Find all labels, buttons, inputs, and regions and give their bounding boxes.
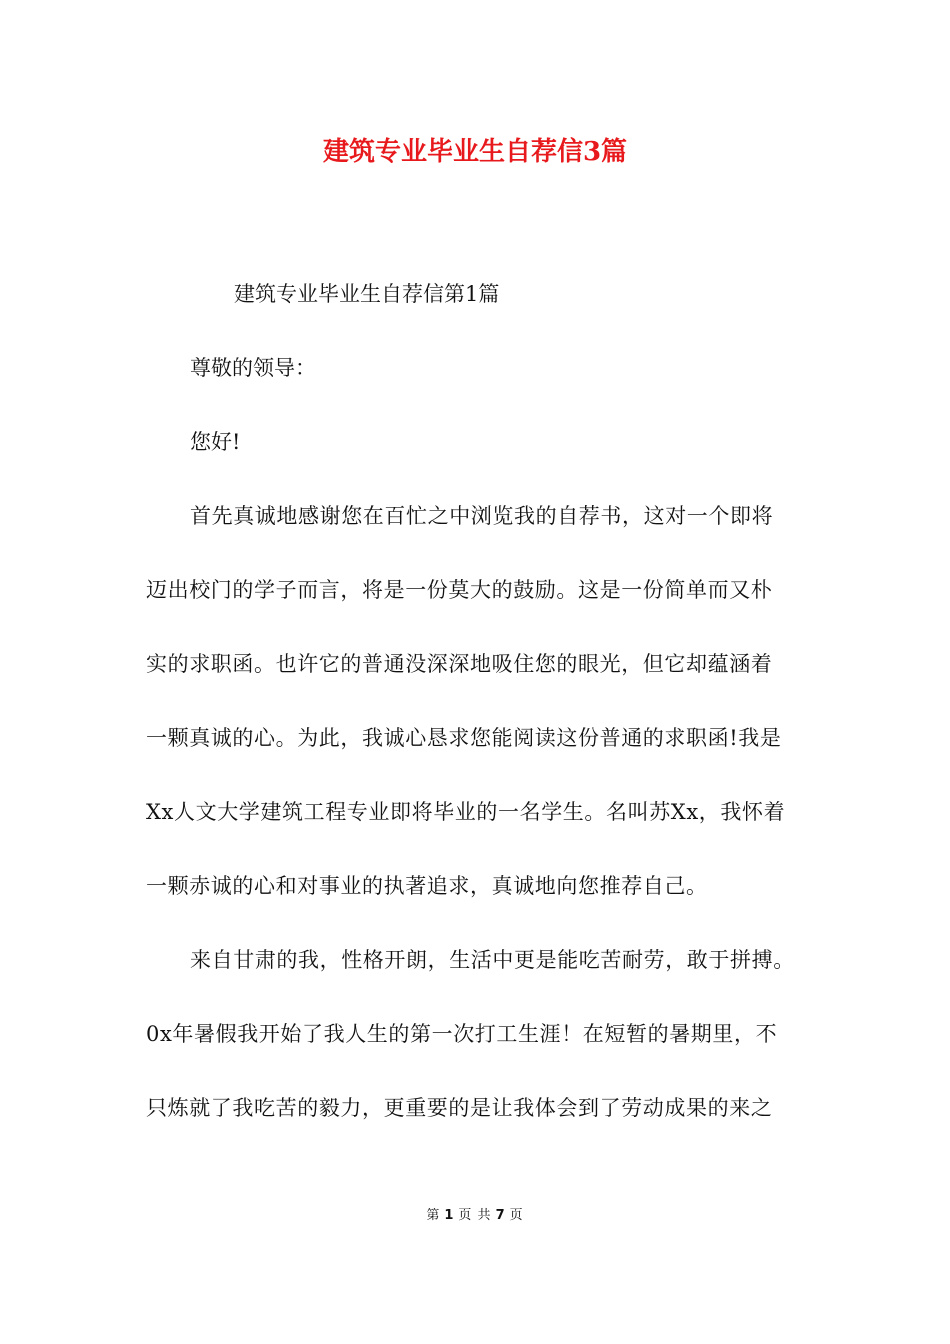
page-footer <box>0 1206 950 1226</box>
body-line-1: 首先真诚地感谢您在百忙之中浏览我的自荐书，这对一个即将 <box>190 504 774 528</box>
body-line-8: 0x年暑假我开始了我人生的第一次打工生涯！在短暂的暑期里，不 <box>146 1022 778 1046</box>
body-line-5: Xx人文大学建筑工程专业即将毕业的一名学生。名叫苏Xx，我怀着 <box>146 800 786 824</box>
body-line-6: 一颗赤诚的心和对事业的执著追求，真诚地向您推荐自己。 <box>146 874 708 898</box>
footer-suffix: 页 <box>509 1208 524 1223</box>
body-line-9: 只炼就了我吃苦的毅力，更重要的是让我体会到了劳动成果的来之 <box>146 1096 773 1120</box>
footer-middle: 页 共 <box>458 1208 492 1223</box>
section-heading: 建筑专业毕业生自荐信第1篇 <box>234 282 500 306</box>
body-line-3: 实的求职函。也许它的普通没深深地吸住您的眼光，但它却蕴涵着 <box>146 652 773 676</box>
footer-page-number: 1 <box>444 1208 455 1223</box>
body-line-2: 迈出校门的学子而言，将是一份莫大的鼓励。这是一份简单而又朴 <box>146 578 773 602</box>
salutation: 尊敬的领导： <box>190 356 316 380</box>
body-line-7: 来自甘肃的我，性格开朗，生活中更是能吃苦耐劳，敢于拼搏。 <box>190 948 795 972</box>
body-line-4: 一颗真诚的心。为此，我诚心恳求您能阅读这份普通的求职函!我是 <box>146 726 782 750</box>
document-title: 建筑专业毕业生自荐信3篇 <box>322 137 628 167</box>
footer-prefix: 第 <box>426 1208 441 1223</box>
greeting: 您好! <box>190 430 241 454</box>
footer-total-pages: 7 <box>495 1208 506 1223</box>
